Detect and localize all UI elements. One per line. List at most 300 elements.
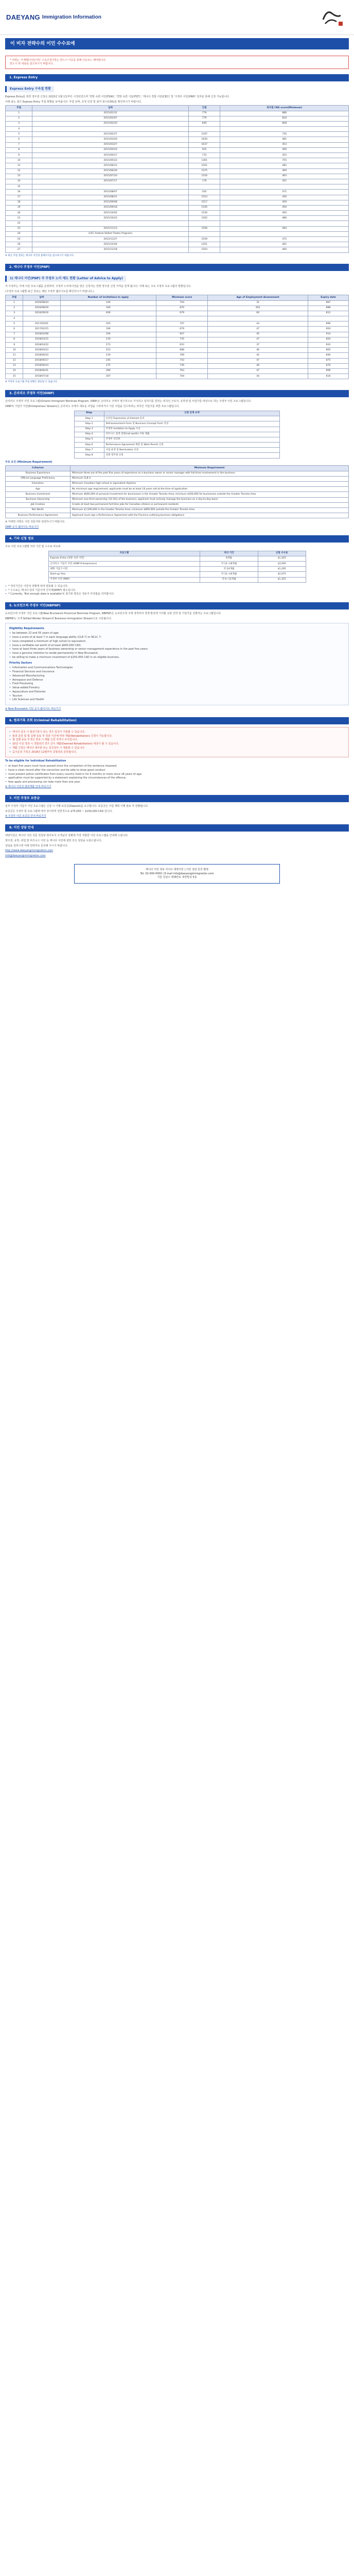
table-cell: Business Performance Agreement bbox=[6, 513, 70, 518]
table-row bbox=[6, 374, 349, 379]
table-cell: 20 bbox=[6, 211, 32, 216]
table-cell: 온타리오 기업가 이민 (OINP Entrepreneur) bbox=[48, 562, 200, 567]
table-header-cell: 날짜 bbox=[32, 106, 189, 111]
table-row bbox=[48, 567, 306, 572]
site-header bbox=[0, 0, 354, 35]
info-list bbox=[5, 585, 349, 596]
table-cell: 약 12~18개월 bbox=[200, 562, 258, 567]
table-cell: 818 bbox=[220, 116, 349, 121]
table-row bbox=[6, 343, 349, 348]
table-header-cell: 추첨 bbox=[6, 106, 32, 111]
table-cell: Job Creation bbox=[6, 502, 70, 507]
table-cell: 온라인 Expression of Interest 등록 bbox=[104, 416, 280, 421]
table-row bbox=[6, 221, 349, 226]
table-cell: 8 bbox=[6, 147, 32, 152]
table-cell: Minimum CLB 4 bbox=[70, 476, 348, 481]
table-header-cell: 추첨 bbox=[6, 295, 23, 300]
section-heading: 1. Express Entry bbox=[5, 74, 349, 81]
table-row bbox=[6, 142, 349, 147]
section-oinp bbox=[5, 390, 349, 529]
table-cell: 1545 bbox=[188, 205, 220, 210]
table-cell: 22 bbox=[6, 221, 32, 226]
table-header-cell: Criterion bbox=[6, 466, 70, 471]
list-item: • Food Processing bbox=[12, 682, 345, 686]
table-row bbox=[74, 448, 280, 453]
table-note: ※ 주정부 프로그램 추첨 현황은 변동될 수 있습니다. bbox=[5, 381, 58, 384]
list-item: • Life Sciences and Health bbox=[12, 698, 345, 702]
table-row bbox=[6, 332, 349, 337]
footer-contact-box bbox=[74, 864, 280, 884]
table-header-cell: 프로그램 bbox=[48, 551, 200, 556]
table-cell: Step 7 bbox=[74, 448, 104, 453]
table-cell: 14 bbox=[6, 368, 23, 374]
table-cell bbox=[32, 221, 189, 226]
table-cell: Performance Agreement 체결 및 Work Permit 신청 bbox=[104, 443, 280, 448]
table-header-cell: Expiry date bbox=[308, 295, 349, 300]
table-cell: 4 bbox=[6, 127, 32, 132]
table-cell bbox=[32, 127, 189, 132]
table-cell: 2015/07/17 bbox=[32, 179, 189, 184]
table-cell: Applicant must sign a Performance Agreement with the Province outlining business obligations bbox=[70, 513, 348, 518]
table-cell: 2015/11/27 bbox=[32, 237, 189, 242]
table-cell: 704 bbox=[156, 374, 208, 379]
table-cell: 2018/02/08 bbox=[23, 332, 60, 337]
table-row bbox=[6, 327, 349, 332]
table-cell: No minimum age requirement; applicants must be at least 18 years old at the time of application bbox=[70, 487, 348, 492]
list-item: • * 수수료는 캐나다 달러 기준이며 인지세(RPRF) 별도입니다. bbox=[8, 589, 349, 592]
table-cell: Step 3 bbox=[74, 427, 104, 432]
table-cell: 2015/12/04 bbox=[32, 242, 189, 247]
table-cell: 1620 bbox=[188, 137, 220, 142]
list-item: • be between 22 and 55 years of age; bbox=[12, 632, 345, 635]
table-cell: 707 bbox=[156, 321, 208, 327]
section-criminal bbox=[5, 717, 349, 789]
table-cell: 7 bbox=[6, 142, 32, 147]
table-cell: 1575 bbox=[188, 168, 220, 174]
list-item: • 10년 이상 경과 시 경범죄의 경우 간주 재활(Deemed Rehabilitation) 대상이 될 수 있습니다. bbox=[12, 742, 345, 746]
paragraph: NBPNP는 크게 Skilled Worker Stream과 Business Immigration Stream으로 구분됩니다. bbox=[5, 617, 112, 620]
table-note: ※ 최신 추첨 결과는 캐나다 이민성 홈페이지를 참고하시기 바랍니다. bbox=[5, 254, 75, 257]
table-cell: 2015/08/07 bbox=[32, 190, 189, 195]
express-entry-table bbox=[5, 105, 349, 252]
warning-list bbox=[9, 731, 345, 754]
table-cell: 779 bbox=[188, 111, 220, 116]
section-heading: 2. 캐나다 주정부 이민(PNP) bbox=[5, 264, 349, 271]
table-row bbox=[6, 158, 349, 163]
list-item: • Tourism bbox=[12, 694, 345, 698]
nb-link[interactable]: ※ New Brunswick 이민 공식 웹사이트 바로가기 bbox=[5, 707, 61, 711]
table-cell: 8 bbox=[6, 337, 23, 342]
table-cell: 482 bbox=[220, 163, 349, 168]
table-cell: 7 bbox=[6, 332, 23, 337]
table-cell: 176 bbox=[188, 179, 220, 184]
table-cell: 1637 bbox=[188, 142, 220, 147]
table-header-cell: Minimum Requirement bbox=[70, 466, 348, 471]
table-cell: 27 bbox=[6, 247, 32, 252]
table-row bbox=[6, 247, 349, 252]
sub-heading: To be eligible for Individual Rehabilitation bbox=[5, 759, 66, 763]
list-item: • have completed a minimum of high school or equivalent; bbox=[12, 640, 345, 643]
table-cell: 4 bbox=[6, 316, 23, 321]
list-item: • fees apply and processing can take more than one year. bbox=[8, 781, 349, 784]
table-row bbox=[74, 443, 280, 448]
table-cell: Step 1 bbox=[74, 416, 104, 421]
table-row bbox=[74, 421, 280, 427]
paragraph: 상담을 원하시면 아래 연락처로 문의해 주시기 바랍니다. bbox=[5, 844, 68, 848]
table-row bbox=[6, 127, 349, 132]
requirements-table bbox=[5, 465, 349, 518]
table-cell: 2017/02/01 bbox=[23, 321, 60, 327]
table-cell: 1187 bbox=[188, 132, 220, 137]
table-row bbox=[6, 116, 349, 121]
table-cell: 2018/07/18 bbox=[23, 374, 60, 379]
table-cell: 463 bbox=[220, 174, 349, 179]
processing-table bbox=[48, 551, 306, 583]
table-cell: 450 bbox=[220, 211, 349, 216]
table-row bbox=[6, 311, 349, 316]
table-cell: 10 bbox=[6, 158, 32, 163]
sub-heading: 1) 캐나다 이민(PNP) 각 주정부 노미 제도 현황 (Letter of Advice to Apply) bbox=[5, 276, 126, 282]
table-cell bbox=[220, 231, 349, 236]
list-item: • 재활 신청은 캐나다 대사관 또는 입국심사 시 제출할 수 있습니다. bbox=[12, 747, 345, 750]
table-row bbox=[6, 507, 349, 513]
table-cell: 14 bbox=[6, 179, 32, 184]
table-cell: 2 bbox=[6, 116, 32, 121]
table-cell: 2018/06/10 bbox=[23, 353, 60, 358]
table-cell: 16 bbox=[6, 190, 32, 195]
section-heading: 6. 범죄기록 조회 (Criminal Rehabilitation) bbox=[5, 717, 349, 724]
table-cell bbox=[156, 316, 208, 321]
paragraph: (주정부 프로그램별 최신 정보는 해당 주정부 웹사이트를 확인하시기 바랍니다.) bbox=[5, 290, 94, 293]
table-cell: 2018/06/31 bbox=[23, 368, 60, 374]
table-cell: 2015/12/18 bbox=[32, 247, 189, 252]
table-row bbox=[6, 216, 349, 221]
table-cell: 749 bbox=[156, 363, 208, 368]
table-cell: 2015/07/10 bbox=[32, 174, 189, 179]
table-cell: $3,500 bbox=[258, 562, 306, 567]
table-cell: Create at least two permanent full-time jobs for Canadian citizens or permanent residents bbox=[70, 502, 348, 507]
table-row bbox=[6, 300, 349, 306]
table-cell: 10 bbox=[6, 348, 23, 353]
table-header-cell: 인원 bbox=[188, 106, 220, 111]
table-row bbox=[6, 153, 349, 158]
table-cell: 735 bbox=[156, 337, 208, 342]
table-cell: 1503 bbox=[188, 247, 220, 252]
table-cell: Minimum Canadian high school or equivalent diploma bbox=[70, 481, 348, 486]
table-cell: 2 bbox=[6, 306, 23, 311]
rehab-link[interactable]: ※ 캐나다 이민성 범죄재활 안내 바로가기 bbox=[5, 785, 51, 788]
table-cell: Business Ownership bbox=[6, 497, 70, 502]
table-cell: 46 bbox=[208, 348, 308, 353]
table-cell: 26 bbox=[6, 242, 32, 247]
table-cell: 472 bbox=[220, 237, 349, 242]
table-cell: 833 bbox=[308, 343, 349, 348]
footnote: ※ 자세한 사항은 이민 전문가와 상담하시기 바랍니다. bbox=[5, 520, 65, 524]
table-row bbox=[6, 306, 349, 311]
table-cell: 주정부 인터뷰 bbox=[104, 437, 280, 442]
table-row bbox=[6, 190, 349, 195]
table-row bbox=[6, 226, 349, 231]
table-cell: 47 bbox=[208, 337, 308, 342]
table-cell: 2015/02/20 bbox=[32, 121, 189, 126]
table-cell: $1,205 bbox=[258, 567, 306, 572]
table-cell: 469 bbox=[220, 147, 349, 152]
table-row bbox=[74, 453, 280, 458]
table-row bbox=[6, 242, 349, 247]
table-row bbox=[6, 502, 349, 507]
table-cell: 1516 bbox=[188, 174, 220, 179]
table-cell: 5 bbox=[6, 321, 23, 327]
table-cell: Business Experience bbox=[6, 471, 70, 476]
table-cell: 194 bbox=[60, 332, 156, 337]
table-cell: 5 bbox=[6, 132, 32, 137]
table-cell: 870 bbox=[156, 306, 208, 311]
table-cell: 2015/10/23 bbox=[32, 216, 189, 221]
table-cell: 2015/10/02 bbox=[32, 211, 189, 216]
table-cell: 2015/06/26 bbox=[32, 168, 189, 174]
table-cell bbox=[188, 184, 220, 190]
list-item: • 음주운전 기록은 2018년 12월부터 중범죄로 분류됩니다. bbox=[12, 751, 345, 754]
table-cell: 6 bbox=[6, 327, 23, 332]
sub-heading: Eligibility Requirements bbox=[9, 626, 44, 630]
paragraph: 각 주정부는 자체 이민 프로그램을 운영하며, 주정부 노미네이션을 받은 신청자는 연방 영주권 신청 자격을 얻게 됩니다. 아래 표는 주요 주정부 프로그램의 현황입니다. bbox=[5, 284, 191, 288]
table-cell: 888 bbox=[308, 306, 349, 311]
table-cell: Step 5 bbox=[74, 437, 104, 442]
table-cell: 688 bbox=[156, 348, 208, 353]
table-cell bbox=[60, 316, 156, 321]
table-cell: 1451 bbox=[188, 242, 220, 247]
table-cell bbox=[220, 184, 349, 190]
table-cell: 816 bbox=[308, 374, 349, 379]
table-cell: Express Entry (연방 숙련 이민) bbox=[48, 556, 200, 561]
table-header-cell: Step bbox=[74, 411, 104, 416]
table-cell: (CEC Federal Skilled Trades Program) bbox=[32, 231, 189, 236]
list-item: • 캐나다 입국 시 범죄기록이 있는 경우 입국이 거절될 수 있습니다. bbox=[12, 731, 345, 734]
table-cell: 6개월 bbox=[200, 556, 258, 561]
logo-sub-text: Immigration Information bbox=[42, 14, 101, 21]
table-cell: 925 bbox=[188, 147, 220, 152]
table-cell: 11 bbox=[6, 353, 23, 358]
table-cell: 12 bbox=[6, 358, 23, 363]
table-header-cell: 날짜 bbox=[23, 295, 60, 300]
table-cell: 주정부 Invitation to Apply 수신 bbox=[104, 427, 280, 432]
table-cell: 2015/11/13 bbox=[32, 226, 189, 231]
table-cell: 퀘벡 기업가 이민 bbox=[48, 567, 200, 572]
table-cell: 12 bbox=[6, 168, 32, 174]
section-heading: 5. 뉴브런즈윅 주정부 이민(NBPNP) bbox=[5, 602, 349, 609]
table-cell: 481 bbox=[220, 137, 349, 142]
table-row bbox=[6, 174, 349, 179]
table-row bbox=[6, 195, 349, 200]
footer-line: 캐나다 이민 정보 사이트 대양이민 | 이민 상담 문의 환영 bbox=[145, 868, 209, 871]
table-cell: 867 bbox=[308, 300, 349, 306]
table-cell: 769 bbox=[156, 353, 208, 358]
table-cell: Self-assessment Form 및 Business Concept Form 작성 bbox=[104, 421, 280, 427]
table-cell: 280 bbox=[60, 368, 156, 374]
table-cell: 13 bbox=[6, 174, 32, 179]
table-row bbox=[6, 476, 349, 481]
table-cell: 21 bbox=[6, 216, 32, 221]
table-header-cell: 최저점 CRS score(Minimum) bbox=[220, 106, 349, 111]
table-cell: 202 bbox=[188, 190, 220, 195]
table-cell: Age bbox=[6, 487, 70, 492]
section-nbpnp bbox=[5, 602, 349, 711]
table-cell: 2018/05/23 bbox=[23, 348, 60, 353]
table-cell: 15 bbox=[6, 374, 23, 379]
table-row bbox=[6, 348, 349, 353]
table-cell: 19 bbox=[6, 205, 32, 210]
table-cell: 450 bbox=[220, 205, 349, 210]
table-cell bbox=[308, 316, 349, 321]
table-cell: 2015/05/22 bbox=[32, 158, 189, 163]
table-cell: 1530 bbox=[188, 211, 220, 216]
list-item: • must present police certificates from every country lived in for 6 months or more since 18 years of age; bbox=[8, 773, 349, 776]
table-cell: 2016/09/16 bbox=[23, 311, 60, 316]
table-cell: 469 bbox=[220, 168, 349, 174]
list-item: • Information and Communications Technologies bbox=[12, 666, 345, 670]
table-cell: 793 bbox=[156, 300, 208, 306]
seal-graphic bbox=[319, 4, 345, 30]
table-row bbox=[48, 577, 306, 582]
table-cell: 484 bbox=[220, 226, 349, 231]
table-cell: 1 bbox=[6, 111, 32, 116]
table-cell: Business Investment bbox=[6, 492, 70, 497]
table-cell: 607 bbox=[156, 332, 208, 337]
table-cell: $1,325 bbox=[258, 577, 306, 582]
criminal-warning-box bbox=[5, 727, 349, 758]
paragraph: 주요 이민 프로그램별 처리 기간 및 수수료 비교표 bbox=[5, 545, 61, 548]
table-cell: 679 bbox=[156, 327, 208, 332]
table-cell: 453 bbox=[220, 142, 349, 147]
table-row bbox=[6, 363, 349, 368]
table-cell: 820 bbox=[308, 337, 349, 342]
table-cell: 47 bbox=[208, 368, 308, 374]
table-cell: Step 4 bbox=[74, 432, 104, 437]
table-cell: 452 bbox=[208, 306, 308, 311]
table-header-cell: 처리 기간 bbox=[200, 551, 258, 556]
table-cell: 865 bbox=[308, 348, 349, 353]
table-cell: 17 bbox=[6, 195, 32, 200]
table-cell: 400 bbox=[60, 311, 156, 316]
oinp-link[interactable]: OINP 공식 웹사이트 바로가기 bbox=[5, 526, 39, 529]
sub-heading: Express Entry 수속절 현황 bbox=[5, 86, 54, 92]
table-row bbox=[6, 353, 349, 358]
website-link[interactable]: http://www.daeyangimmigration.com bbox=[5, 849, 54, 853]
table-cell: 875 bbox=[308, 358, 349, 363]
table-cell: 47 bbox=[208, 327, 308, 332]
table-cell: 743 bbox=[156, 358, 208, 363]
paragraph: 뉴브런즈윅 주정부 이민 프로그램(New Brunswick Provincial Nominee Program, NBPNP)은 뉴브런즈윅 주에 정착하여 경제 발전에 기여할 숙련 인력 및 기업가를 선발하는 프로그램입니다. bbox=[5, 612, 222, 616]
table-cell: 13 bbox=[6, 363, 23, 368]
section-other-info bbox=[5, 535, 349, 596]
list-item: • have a clean record after the conviction and be able to show good conduct; bbox=[8, 769, 349, 772]
table-cell: Minimum $1,500,000 in the Greater Toronto Area; minimum $800,000 outside the Greater Toronto Area bbox=[70, 507, 348, 513]
table-cell: 203 bbox=[60, 321, 156, 327]
paragraph: Express Entry를 통한 영주권 신청은 2015년 1월 1일부터 시작되었으며 '연방 숙련 이민(FSW)', '연방 숙련 기술(FST)', '캐나다 경험 이민(CEC)' 및 '주정부 이민(PNP)' 일부를 통해 신청 가능합니다. bbox=[5, 95, 230, 98]
table-cell: 2015/08/21 bbox=[32, 195, 189, 200]
table-cell: 24 bbox=[6, 231, 32, 236]
list-item: • 형 집행 종료 후 5년 경과 시 재활 신청 자격이 주어집니다. bbox=[12, 738, 345, 742]
table-row bbox=[6, 316, 349, 321]
table-cell: 840 bbox=[308, 353, 349, 358]
paragraph: 영주권, 유학, 취업 및 비즈니스 이민 등 캐나다 이민에 관한 모든 상담을 도와드립니다. bbox=[5, 839, 102, 842]
table-cell: 2015/01/31 bbox=[32, 111, 189, 116]
table-row bbox=[6, 200, 349, 205]
table-cell: 735 bbox=[220, 132, 349, 137]
table-row bbox=[48, 556, 306, 561]
table-cell: 854 bbox=[308, 327, 349, 332]
table-cell: 779 bbox=[188, 116, 220, 121]
table-cell: 약 6~12개월 bbox=[200, 577, 258, 582]
list-item: • Value-added Forestry bbox=[12, 686, 345, 690]
site-logo[interactable] bbox=[6, 12, 104, 23]
email-link[interactable]: info@daeyangimmigration.com bbox=[5, 854, 46, 858]
table-row bbox=[6, 137, 349, 142]
table-cell: 2015/09/18 bbox=[32, 205, 189, 210]
table-row bbox=[6, 237, 349, 242]
rehab-list bbox=[5, 765, 349, 784]
table-cell: 45 bbox=[208, 332, 308, 337]
table-cell: 3 bbox=[6, 311, 23, 316]
table-cell: 6 bbox=[6, 137, 32, 142]
table-row bbox=[6, 471, 349, 476]
table-cell: 비즈니스 실적 증빙(net worth) 서류 제출 bbox=[104, 432, 280, 437]
table-cell: 453 bbox=[220, 153, 349, 158]
list-item: • Advanced Manufacturing bbox=[12, 674, 345, 678]
table-row bbox=[74, 432, 280, 437]
list-item: • * 처리기간은 이민성 상황에 따라 변동될 수 있습니다. bbox=[8, 585, 349, 588]
table-cell: 679 bbox=[156, 311, 208, 316]
table-row bbox=[6, 132, 349, 137]
table-cell bbox=[188, 221, 220, 226]
table-cell: 2015/03/27 bbox=[32, 142, 189, 147]
table-cell: 1523 bbox=[188, 195, 220, 200]
table-cell: 11 bbox=[6, 163, 32, 168]
notice-line: * 아래는 '주제별(이민)이민' 수속신청서류는 반드시 이곳을 통해 다운로드 해야합니다. bbox=[10, 59, 107, 62]
table-cell: 25 bbox=[6, 237, 32, 242]
table-row bbox=[74, 416, 280, 421]
table-cell: 약 24개월 bbox=[200, 567, 258, 572]
table-cell bbox=[188, 127, 220, 132]
table-cell bbox=[188, 231, 220, 236]
table-cell: 2015/03/20 bbox=[32, 137, 189, 142]
notice-line: 반드시 위 내용을 참고하시기 바랍니다. bbox=[10, 62, 54, 65]
deposit-link[interactable]: ※ 주정부 이민 보증금 안내 바로가기 bbox=[5, 815, 46, 818]
table-header-cell: 신청 수수료 bbox=[258, 551, 306, 556]
list-item: • have a genuine intention to reside permanently in New Brunswick; bbox=[12, 652, 345, 655]
table-row bbox=[6, 111, 349, 116]
table-header-cell: Age of Employment Assessment bbox=[208, 295, 308, 300]
table-cell: 610 bbox=[156, 343, 208, 348]
table-cell: 460 bbox=[220, 247, 349, 252]
list-item: • have a verifiable net worth of at least $600,000 CAD; bbox=[12, 644, 345, 648]
list-item: • be willing to make a minimum investment of $250,000 CAD in an eligible business. bbox=[12, 656, 345, 659]
eligibility-list bbox=[9, 632, 345, 659]
table-cell: 2015/04/10 bbox=[32, 147, 189, 152]
table-cell: 44 bbox=[208, 374, 308, 379]
table-cell: 471 bbox=[220, 190, 349, 195]
paragraph: 대양이민은 캐나다 이민 전문 컨설팅 회사로서 고객님의 상황에 가장 적합한 이민 프로그램을 안내해 드립니다. bbox=[5, 834, 129, 838]
table-cell: Step 6 bbox=[74, 443, 104, 448]
table-cell: Official Language Proficiency bbox=[6, 476, 70, 481]
list-item: • 범죄 종류 및 형 집행 종료 후 경과 기간에 따라 재활(Rehabilitation) 신청이 가능합니다. bbox=[12, 735, 345, 738]
table-cell: 9 bbox=[6, 343, 23, 348]
table-cell: 1517 bbox=[188, 200, 220, 205]
list-item: • * Currently, 'Not enough data is available'로 표기된 항목은 정보가 부족함을 의미합니다. bbox=[8, 592, 349, 596]
table-row bbox=[6, 163, 349, 168]
table-cell: Minimum $600,000 of personal investment for businesses in the Greater Toronto Area; minimum $200,000 for businesses outside the Greater Toronto Area bbox=[70, 492, 348, 497]
table-cell bbox=[32, 184, 189, 190]
